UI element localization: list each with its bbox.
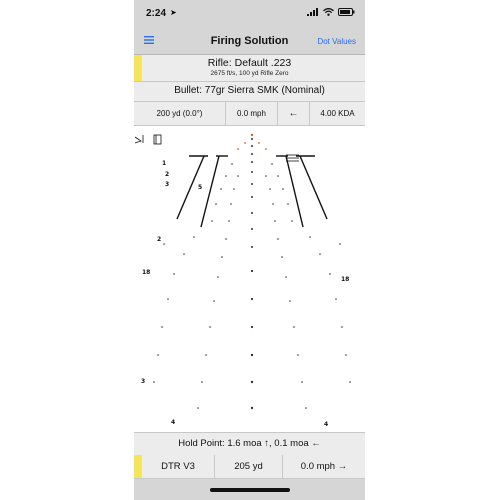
reticle-label: 2: [157, 236, 162, 243]
reticle-label: 3: [165, 181, 170, 188]
shot-parameters: [134, 102, 365, 126]
reticle-label: 5: [198, 184, 203, 191]
bottom-toolbar: [134, 455, 365, 479]
cellular-signal-icon: [307, 8, 319, 16]
windage-dot-grid: [153, 163, 351, 409]
home-indicator[interactable]: [210, 488, 290, 492]
reticle-label: 18: [341, 276, 350, 283]
reticle-label: 1: [162, 160, 167, 167]
page-title: Firing Solution: [210, 35, 289, 47]
reticle-selector[interactable]: DTR V3: [142, 455, 215, 478]
home-area: [134, 479, 365, 500]
reticle-label: 4: [324, 421, 329, 428]
rifle-selector[interactable]: [134, 55, 365, 82]
hold-point-dots: [237, 134, 267, 150]
wind-speed-input[interactable]: 0.0 mph: [226, 102, 278, 125]
reticle-label: 4: [171, 419, 176, 426]
reticle-color-tab: [134, 455, 142, 478]
bullet-selector[interactable]: [134, 82, 365, 102]
distance-readout[interactable]: 205 yd: [215, 455, 283, 478]
rifle-details: 2675 ft/s, 100 yd Rifle Zero: [210, 70, 289, 77]
wifi-icon: [323, 8, 334, 16]
wind-direction-arrow-icon[interactable]: ←: [278, 102, 310, 125]
status-time: 2:24: [146, 8, 167, 19]
reticle-label: 2: [165, 171, 170, 178]
wind-readout[interactable]: 0.0 mph →: [300, 461, 348, 472]
reticle-label: 3: [141, 378, 146, 385]
nav-bar: [134, 28, 365, 55]
hold-point-text: Hold Point: 1.6 moa ↑, 0.1 moa ←: [178, 438, 321, 449]
location-arrow-icon: ➤: [170, 8, 177, 17]
phone-screen: [134, 0, 365, 500]
dot-values-button[interactable]: Dot Values: [317, 37, 356, 46]
hold-point-bar: [134, 432, 365, 456]
status-bar: [134, 0, 365, 28]
range-input[interactable]: 200 yd (0.0°): [134, 102, 226, 125]
stadia-lines: [177, 156, 327, 227]
reticle-view[interactable]: [134, 129, 365, 429]
battery-icon: [338, 8, 355, 16]
center-dot-column: [251, 138, 253, 409]
rifle-name: Rifle: Default .223: [207, 57, 292, 69]
reticle-marks: [135, 135, 299, 161]
bullet-name: Bullet: 77gr Sierra SMK (Nominal): [174, 85, 325, 96]
reticle-label: 18: [142, 269, 151, 276]
kda-input[interactable]: 4.00 KDA: [320, 109, 355, 118]
